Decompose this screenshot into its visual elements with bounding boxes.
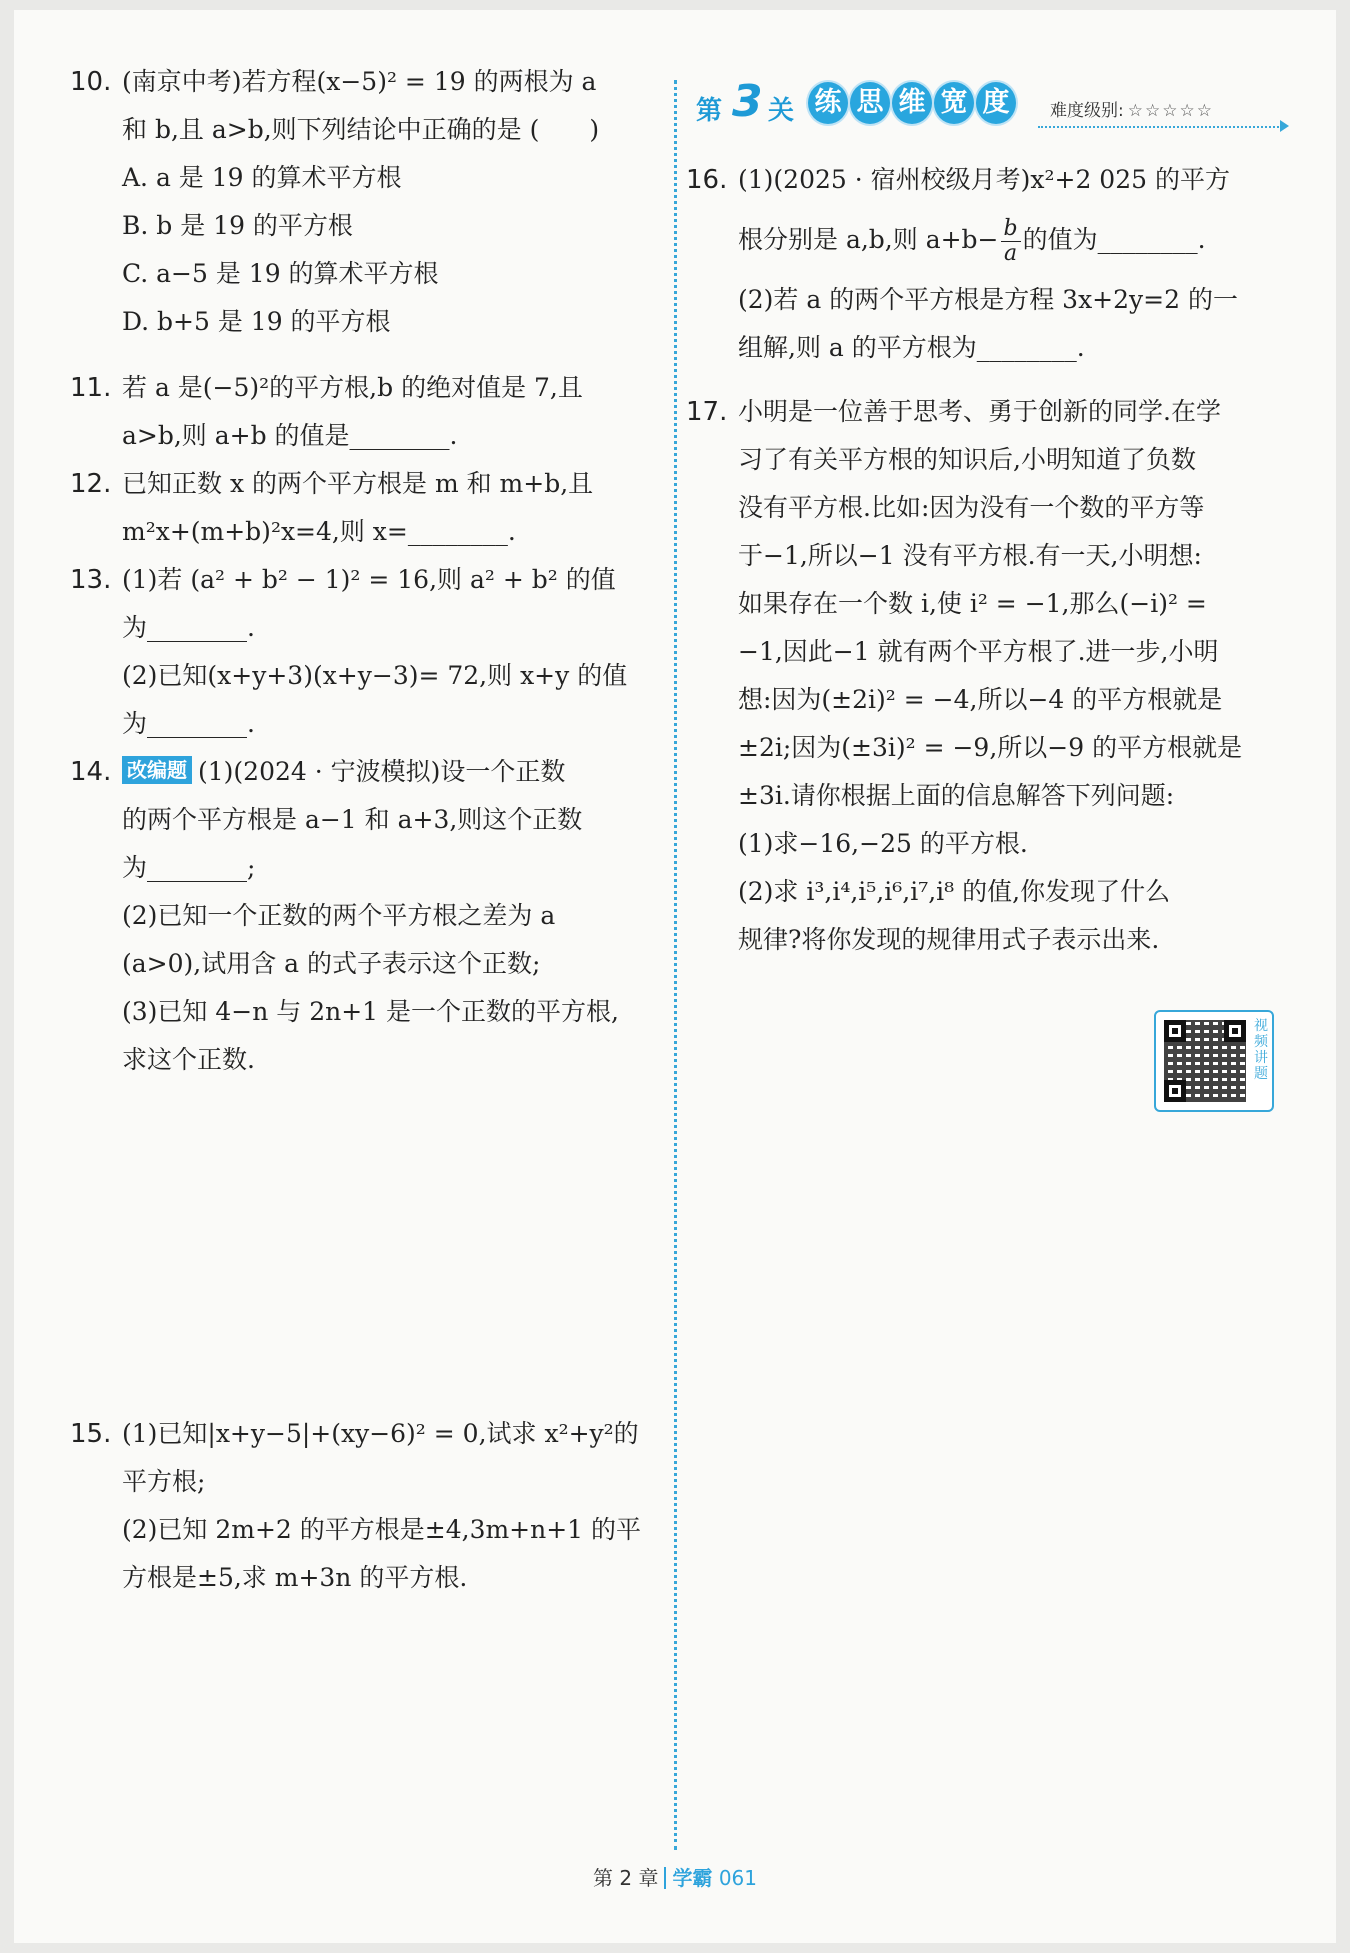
difficulty-label: 难度级别: xyxy=(1050,101,1124,121)
section-title-char: 维 xyxy=(892,82,932,124)
question-11 xyxy=(70,364,666,460)
question-line: (1)若 (a² + b² − 1)² = 16,则 a² + b² 的值 xyxy=(122,565,616,594)
question-number: 10. xyxy=(70,67,112,97)
video-explanation-qr[interactable] xyxy=(1154,1010,1274,1112)
question-line: −1,因此−1 就有两个平方根了.进一步,小明 xyxy=(738,637,1219,666)
question-15 xyxy=(70,1410,666,1602)
question-line: (2)已知 2m+2 的平方根是±4,3m+n+1 的平 xyxy=(122,1515,642,1544)
question-line: (2)若 a 的两个平方根是方程 3x+2y=2 的一 xyxy=(738,285,1238,314)
question-10 xyxy=(70,58,666,346)
question-line: 规律?将你发现的规律用式子表示出来. xyxy=(738,925,1160,954)
section-suffix: 关 xyxy=(768,96,795,126)
question-text: (1)(2024 · 宁波模拟)设一个正数 xyxy=(198,757,566,786)
brand-name: 学霸 xyxy=(672,1866,713,1890)
question-line: m²x+(m+b)²x=4,则 x=________. xyxy=(122,517,516,546)
qr-finder-icon xyxy=(1164,1080,1186,1102)
question-line xyxy=(70,748,666,796)
question-line xyxy=(686,204,1290,276)
option-a: A. a 是 19 的算术平方根 xyxy=(122,163,402,192)
question-line: (3)已知 4−n 与 2n+1 是一个正数的平方根, xyxy=(122,997,619,1026)
option-c: C. a−5 是 19 的算术平方根 xyxy=(122,259,439,288)
question-line: (2)已知(x+y+3)(x+y−3)= 72,则 x+y 的值 xyxy=(122,661,628,690)
page-number: 061 xyxy=(718,1866,757,1890)
question-line: 没有平方根.比如:因为没有一个数的平方等 xyxy=(738,493,1205,522)
question-line: 为________. xyxy=(122,613,255,642)
question-line: 想:因为(±2i)² = −4,所以−4 的平方根就是 xyxy=(738,685,1223,714)
fraction-denominator: a xyxy=(1003,241,1018,266)
column-divider xyxy=(674,80,677,1850)
section-title-char: 宽 xyxy=(934,82,974,124)
arrow-icon xyxy=(1280,120,1289,132)
qr-label: 视频讲题 xyxy=(1254,1018,1268,1082)
question-line: 的两个平方根是 a−1 和 a+3,则这个正数 xyxy=(122,805,583,834)
question-16 xyxy=(686,156,1290,372)
fraction-numerator: b xyxy=(1001,217,1021,242)
difficulty-rating xyxy=(1050,96,1214,121)
option-d: D. b+5 是 19 的平方根 xyxy=(122,307,391,336)
qr-finder-icon xyxy=(1224,1020,1246,1042)
question-line: 习了有关平方根的知识后,小明知道了负数 xyxy=(738,445,1196,474)
question-text: 的值为________. xyxy=(1022,225,1206,254)
question-line: (a>0),试用含 a 的式子表示这个正数; xyxy=(122,949,541,978)
question-line: 和 b,且 a>b,则下列结论中正确的是 ( ) xyxy=(122,115,600,144)
question-12 xyxy=(70,460,666,556)
section-title-char: 度 xyxy=(976,82,1016,124)
question-line: (1)求−16,−25 的平方根. xyxy=(738,829,1028,858)
question-line: 为________. xyxy=(122,709,255,738)
dotted-underline xyxy=(1038,126,1286,128)
question-line: (1)已知|x+y−5|+(xy−6)² = 0,试求 x²+y²的 xyxy=(122,1419,639,1448)
question-line: 如果存在一个数 i,使 i² = −1,那么(−i)² = xyxy=(738,589,1207,618)
question-14 xyxy=(70,748,666,1084)
question-17 xyxy=(686,388,1290,964)
qr-finder-icon xyxy=(1164,1020,1186,1042)
question-13 xyxy=(70,556,666,748)
question-number: 16. xyxy=(686,165,728,195)
section-prefix: 第 xyxy=(696,96,723,126)
fraction-b-over-a xyxy=(1001,217,1021,266)
question-line: (1)(2025 · 宿州校级月考)x²+2 025 的平方 xyxy=(738,165,1230,194)
question-line: (2)已知一个正数的两个平方根之差为 a xyxy=(122,901,556,930)
question-line: 已知正数 x 的两个平方根是 m 和 m+b,且 xyxy=(122,469,594,498)
question-line: (2)求 i³,i⁴,i⁵,i⁶,i⁷,i⁸ 的值,你发现了什么 xyxy=(738,877,1171,906)
page xyxy=(14,10,1336,1943)
question-text: 根分别是 a,b,则 a+b− xyxy=(738,225,999,254)
section-title xyxy=(808,82,1018,130)
section-title-char: 练 xyxy=(808,82,848,124)
question-number: 15. xyxy=(70,1419,112,1449)
section-header xyxy=(686,78,1286,138)
page-footer xyxy=(14,1862,1336,1891)
question-line: 组解,则 a 的平方根为________. xyxy=(738,333,1085,362)
question-line: 求这个正数. xyxy=(122,1045,255,1074)
question-number: 12. xyxy=(70,469,112,499)
question-number: 13. xyxy=(70,565,112,595)
question-line: ±2i;因为(±3i)² = −9,所以−9 的平方根就是 xyxy=(738,733,1243,762)
section-title-char: 思 xyxy=(850,82,890,124)
question-number: 14. xyxy=(70,757,112,787)
footer-separator xyxy=(664,1867,666,1889)
option-b: B. b 是 19 的平方根 xyxy=(122,211,353,240)
question-line: 小明是一位善于思考、勇于创新的同学.在学 xyxy=(738,397,1221,426)
question-line: 若 a 是(−5)²的平方根,b 的绝对值是 7,且 xyxy=(122,373,583,402)
question-line: 方根是±5,求 m+3n 的平方根. xyxy=(122,1563,468,1592)
question-line: ±3i.请你根据上面的信息解答下列问题: xyxy=(738,781,1175,810)
question-line: 为________; xyxy=(122,853,256,882)
adapted-question-tag: 改编题 xyxy=(122,756,192,784)
question-number: 11. xyxy=(70,373,112,403)
question-line: a>b,则 a+b 的值是________. xyxy=(122,421,458,450)
question-number: 17. xyxy=(686,397,728,427)
chapter-label: 第 2 章 xyxy=(593,1866,659,1890)
question-line: (南京中考)若方程(x−5)² = 19 的两根为 a xyxy=(122,67,597,96)
question-line: 于−1,所以−1 没有平方根.有一天,小明想: xyxy=(738,541,1202,570)
section-number: 3 xyxy=(732,76,763,127)
star-icons: ☆☆☆☆☆ xyxy=(1127,101,1214,121)
question-line: 平方根; xyxy=(122,1467,206,1496)
